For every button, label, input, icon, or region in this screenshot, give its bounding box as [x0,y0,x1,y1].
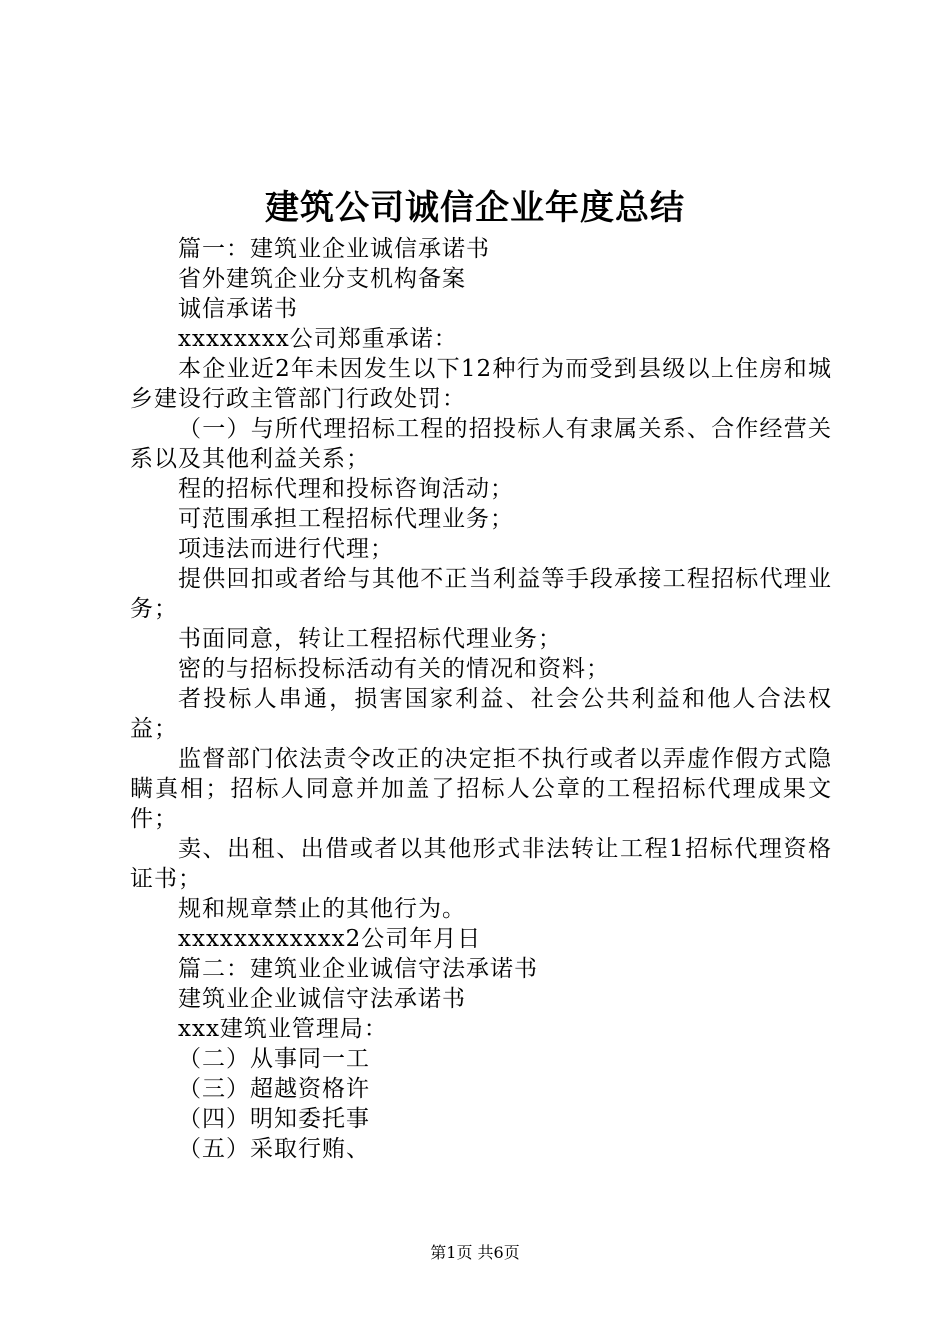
paragraph-18: 篇二：建筑业企业诚信守法承诺书 [178,956,538,982]
paragraph-7: 程的招标代理和投标咨询活动； [178,476,514,502]
paragraph-13: 者投标人串通，损害国家利益、社会公共利益和他人合法权益； [130,686,832,742]
paragraph-9: 项违法而进行代理； [178,536,394,562]
paragraph-21: （二）从事同一工 [178,1046,370,1072]
document-body [130,234,832,1164]
paragraph-12: 密的与招标投标活动有关的情况和资料； [178,656,610,682]
paragraph-3: 诚信承诺书 [178,296,298,322]
paragraph-14: 监督部门依法责令改正的决定拒不执行或者以弄虚作假方式隐瞒真相；招标人同意并加盖了招标人公章的工程招标代理成果文件； [130,746,832,832]
paragraph-22: （三）超越资格许 [178,1076,370,1102]
paragraph-11: 书面同意，转让工程招标代理业务； [178,626,562,652]
paragraph-20: xxx建筑业管理局： [178,1016,388,1042]
paragraph-6: （一）与所代理招标工程的招投标人有隶属关系、合作经营关系以及其他利益关系； [130,416,832,472]
paragraph-17: xxxxxxxxxxxx2公司年月日 [178,926,482,952]
paragraph-10: 提供回扣或者给与其他不正当利益等手段承接工程招标代理业务； [130,566,832,622]
paragraph-2: 省外建筑企业分支机构备案 [178,266,466,292]
paragraph-19: 建筑业企业诚信守法承诺书 [178,986,466,1012]
page-footer: 第1页 共6页 [430,1243,520,1262]
document-title: 建筑公司诚信企业年度总结 [265,188,685,228]
paragraph-15: 卖、出租、出借或者以其他形式非法转让工程1招标代理资格证书； [130,836,832,892]
paragraph-1: 篇一：建筑业企业诚信承诺书 [178,236,490,262]
paragraph-4: xxxxxxxx公司郑重承诺： [178,326,458,352]
paragraph-23: （四）明知委托事 [178,1106,370,1132]
paragraph-16: 规和规章禁止的其他行为。 [178,896,466,922]
paragraph-24: （五）采取行贿、 [178,1136,370,1162]
paragraph-8: 可范围承担工程招标代理业务； [178,506,514,532]
paragraph-5: 本企业近2年未因发生以下12种行为而受到县级以上住房和城乡建设行政主管部门行政处罚： [130,356,832,412]
